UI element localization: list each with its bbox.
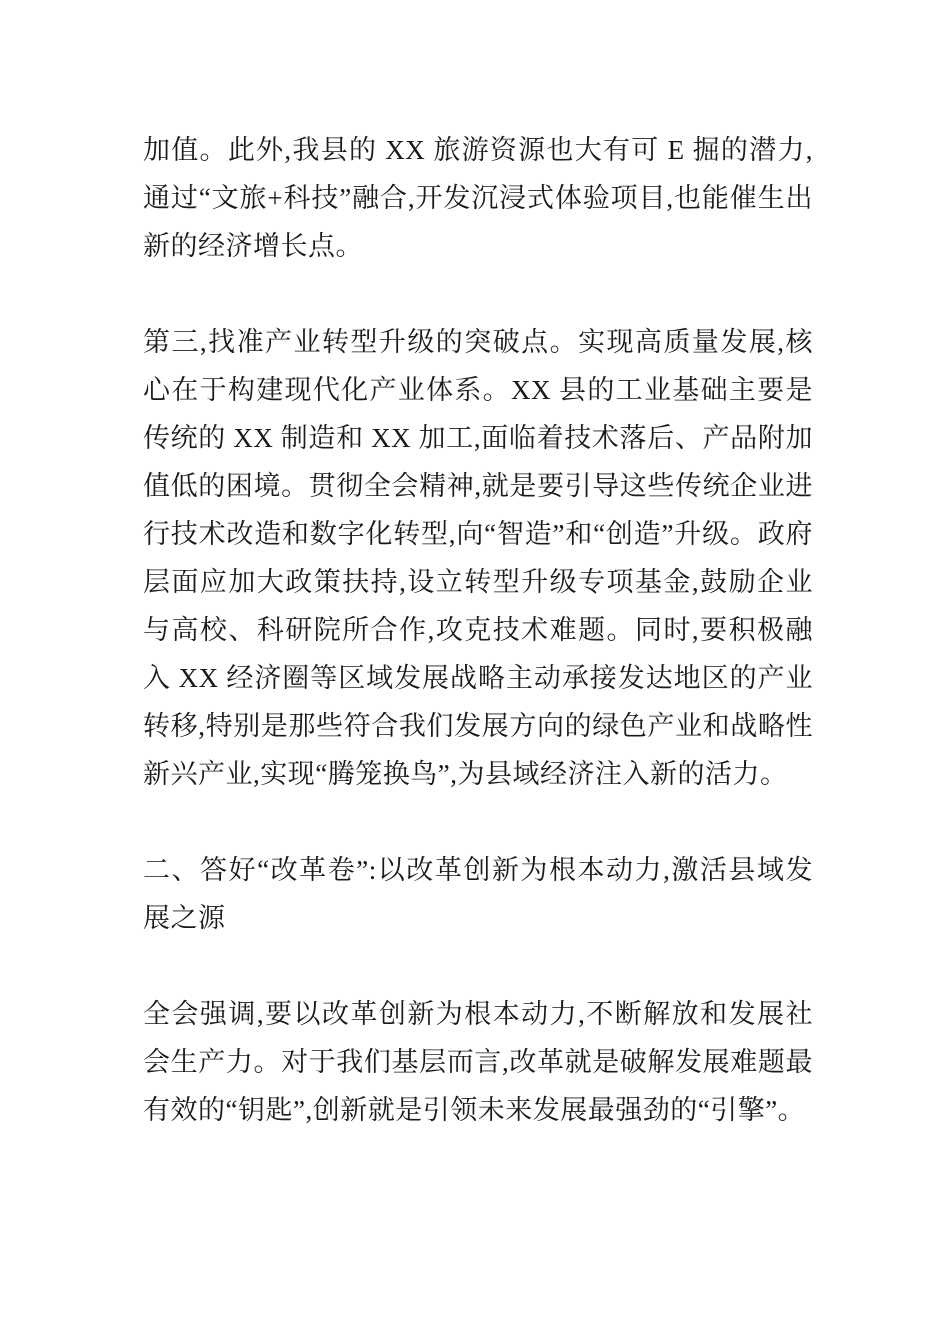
document-content	[143, 126, 813, 1134]
paragraph-tourism-growth-continuation: 加值。此外,我县的 XX 旅游资源也大有可 E 掘的潜力,通过“文旅+科技”融合,开发沉浸式体验项目,也能催生出新的经济增长点。	[143, 135, 813, 261]
section-heading-reform: 二、答好“改革卷”:以改革创新为根本动力,激活县域发展之源	[143, 855, 813, 933]
paragraph-reform-innovation: 全会强调,要以改革创新为根本动力,不断解放和发展社会生产力。对于我们基层而言,改革就是破解发展难题最有效的“钥匙”,创新就是引领未来发展最强劲的“引擎”。	[143, 999, 813, 1125]
paragraph-industrial-transformation: 第三,找准产业转型升级的突破点。实现高质量发展,核心在于构建现代化产业体系。XX 县的工业基础主要是传统的 XX 制造和 XX 加工,面临着技术落后、产品附加值低的困境。贯彻全会精神,就是要引导这些传统企业进行技术改造和数字化转型,向“智造”和“创造”升级。政府层面应加大政策扶持,设立转型升级专项基金,鼓励企业与高校、科研院所合作,攻克技术难题。同时,要积极融入 XX 经济圈等区域发展战略主动承接发达地区的产业转移,特别是那些符合我们发展方向的绿色产业和战略性新兴产业,实现“腾笼换鸟”,为县域经济注入新的活力。	[143, 327, 813, 789]
